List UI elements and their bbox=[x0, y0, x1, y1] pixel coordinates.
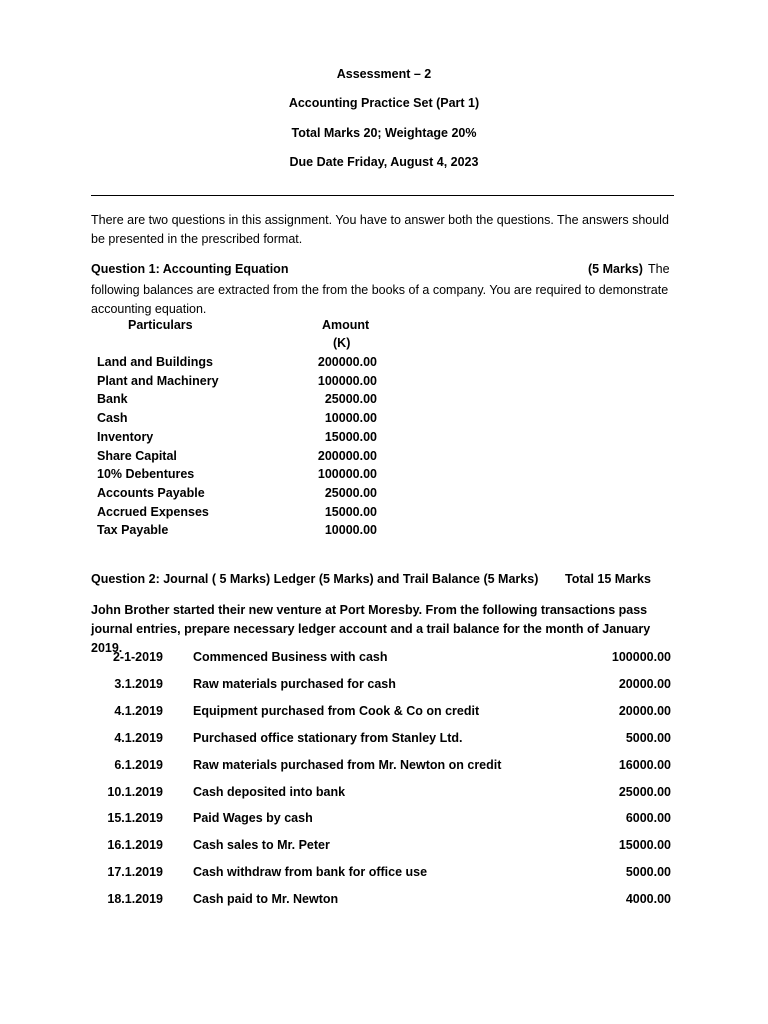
question-1-lead-word: The bbox=[648, 262, 670, 276]
divider-line bbox=[91, 195, 674, 196]
transaction-amount: 4000.00 bbox=[625, 892, 671, 907]
transaction-date: 17.1.2019 bbox=[107, 865, 163, 880]
transaction-amount: 6000.00 bbox=[625, 811, 671, 826]
transaction-amount: 20000.00 bbox=[618, 676, 671, 691]
transaction-row bbox=[0, 865, 768, 885]
transaction-amount: 16000.00 bbox=[618, 757, 671, 772]
transaction-date: 4.1.2019 bbox=[114, 703, 163, 718]
balance-particular: Inventory bbox=[97, 429, 154, 444]
transaction-amount: 5000.00 bbox=[625, 865, 671, 880]
transaction-amount: 15000.00 bbox=[618, 838, 671, 853]
question-1-title: Question 1: Accounting Equation bbox=[91, 262, 289, 276]
balance-row bbox=[0, 374, 768, 393]
transaction-description: Commenced Business with cash bbox=[193, 650, 388, 664]
balance-particular: Share Capital bbox=[97, 448, 177, 463]
transaction-date: 3.1.2019 bbox=[114, 676, 163, 691]
transaction-date: 10.1.2019 bbox=[107, 784, 163, 799]
balance-amount: 10000.00 bbox=[324, 523, 377, 538]
transaction-row bbox=[0, 892, 768, 912]
balance-row bbox=[0, 523, 768, 542]
transaction-amount: 20000.00 bbox=[618, 703, 671, 718]
transaction-description: Cash deposited into bank bbox=[193, 784, 346, 799]
transaction-date: 6.1.2019 bbox=[114, 757, 163, 772]
balance-row bbox=[0, 430, 768, 449]
transaction-description: Paid Wages by cash bbox=[193, 811, 313, 826]
assessment-title: Assessment – 2 bbox=[336, 67, 432, 81]
transaction-row bbox=[0, 785, 768, 805]
amount-unit-header: (K) bbox=[333, 336, 351, 350]
transaction-row bbox=[0, 650, 768, 670]
balance-particular: Accrued Expenses bbox=[97, 504, 209, 519]
question-2-title: Question 2: Journal ( 5 Marks) Ledger (5 Marks) and Trail Balance (5 Marks) bbox=[91, 572, 539, 586]
balance-particular: Cash bbox=[97, 411, 128, 426]
amount-header: Amount bbox=[322, 318, 370, 332]
marks-weightage: Total Marks 20; Weightage 20% bbox=[291, 126, 477, 140]
transaction-row bbox=[0, 758, 768, 778]
transaction-description: Cash paid to Mr. Newton bbox=[193, 892, 339, 907]
transaction-description: Cash sales to Mr. Peter bbox=[193, 838, 330, 853]
transaction-amount: 100000.00 bbox=[611, 650, 671, 664]
balance-particular: Accounts Payable bbox=[97, 485, 205, 500]
intro-paragraph: There are two questions in this assignment. You have to answer both the questions. The answers should be presented in the prescribed format. bbox=[91, 213, 669, 246]
transaction-row bbox=[0, 677, 768, 697]
balance-amount: 100000.00 bbox=[317, 373, 377, 388]
balance-amount: 10000.00 bbox=[324, 411, 377, 426]
transaction-row bbox=[0, 731, 768, 751]
transaction-date: 2-1-2019 bbox=[112, 650, 163, 664]
balance-amount: 100000.00 bbox=[317, 467, 377, 482]
balance-amount: 25000.00 bbox=[324, 485, 377, 500]
question-1-marks: (5 Marks) bbox=[588, 262, 643, 276]
balance-particular: Land and Buildings bbox=[97, 355, 213, 369]
transaction-row bbox=[0, 838, 768, 858]
balance-row bbox=[0, 486, 768, 505]
transaction-description: Raw materials purchased from Mr. Newton on credit bbox=[193, 757, 502, 772]
transaction-row bbox=[0, 811, 768, 831]
balance-row bbox=[0, 467, 768, 486]
practice-set-title: Accounting Practice Set (Part 1) bbox=[288, 96, 480, 110]
transaction-row bbox=[0, 704, 768, 724]
balance-row bbox=[0, 411, 768, 430]
balance-particular: Tax Payable bbox=[97, 523, 169, 538]
question-1-instructions: following balances are extracted from the from the books of a company. You are required to demonstrate accounting equation. bbox=[91, 283, 669, 316]
transaction-description: Raw materials purchased for cash bbox=[193, 676, 396, 691]
question-2-instructions: John Brother started their new venture at Port Moresby. From the following transactions pass journal entries, prepare necessary ledger account and a trail balance for the month of January 2019. bbox=[91, 603, 651, 655]
transaction-date: 16.1.2019 bbox=[107, 838, 163, 853]
balance-row bbox=[0, 505, 768, 524]
transaction-date: 18.1.2019 bbox=[107, 892, 163, 907]
balance-row bbox=[0, 355, 768, 374]
particulars-header: Particulars bbox=[128, 318, 193, 332]
balance-amount: 15000.00 bbox=[324, 504, 377, 519]
transaction-description: Cash withdraw from bank for office use bbox=[193, 865, 428, 880]
transaction-date: 4.1.2019 bbox=[114, 730, 163, 745]
balance-amount: 15000.00 bbox=[324, 429, 377, 444]
balance-amount: 200000.00 bbox=[317, 448, 377, 463]
transaction-description: Purchased office stationary from Stanley Ltd. bbox=[193, 730, 463, 745]
transaction-date: 15.1.2019 bbox=[107, 811, 163, 826]
balance-particular: 10% Debentures bbox=[97, 467, 195, 482]
question-2-total-marks: Total 15 Marks bbox=[565, 572, 651, 586]
due-date: Due Date Friday, August 4, 2023 bbox=[289, 155, 479, 169]
balance-particular: Plant and Machinery bbox=[97, 373, 219, 388]
balance-row bbox=[0, 392, 768, 411]
transaction-amount: 5000.00 bbox=[625, 730, 671, 745]
transaction-amount: 25000.00 bbox=[618, 784, 671, 799]
transaction-description: Equipment purchased from Cook & Co on credit bbox=[193, 703, 480, 718]
balance-particular: Bank bbox=[97, 392, 128, 407]
balance-row bbox=[0, 449, 768, 468]
balance-amount: 200000.00 bbox=[317, 355, 377, 369]
balance-amount: 25000.00 bbox=[324, 392, 377, 407]
